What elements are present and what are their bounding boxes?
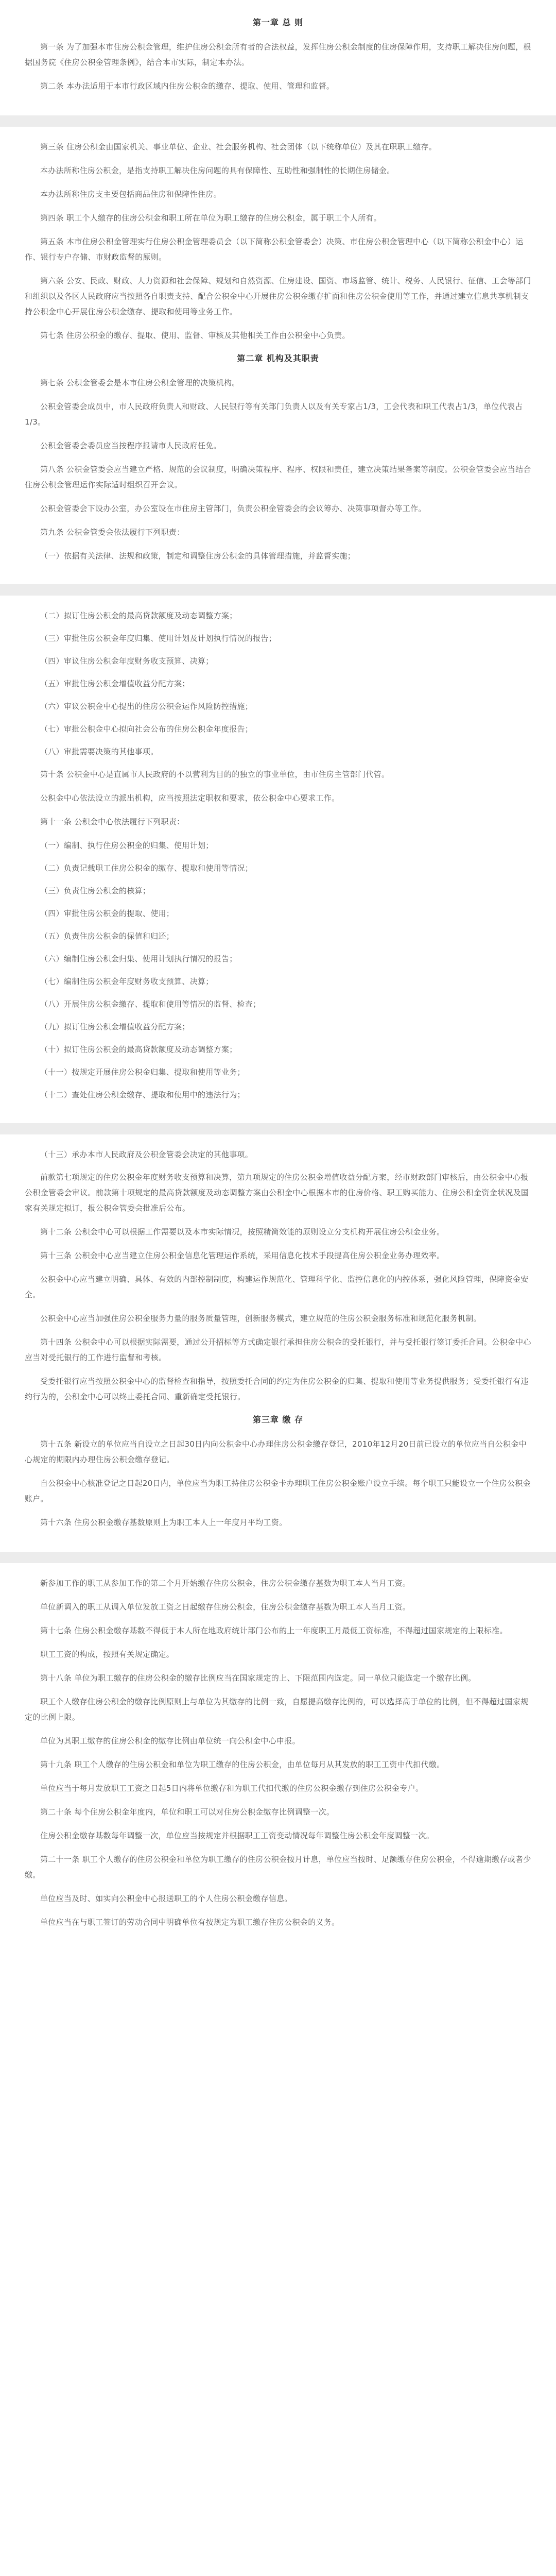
article-paragraph: 第二十条 每个住房公积金年度内，单位和职工可以对住房公积金缴存比例调整一次。 xyxy=(40,1807,335,1817)
list-item: （十二）查处住房公积金缴存、提取和使用中的违法行为； xyxy=(40,1090,245,1099)
article-paragraph: 住房公积金缴存基数每年调整一次，单位应当按规定并根据职工工资变动情况每年调整住房公积金年度调整一次。 xyxy=(40,1831,435,1840)
article-paragraph: 公积金中心依法设立的派出机构，应当按照法定职权和要求，依公积金中心要求工作。 xyxy=(40,793,340,803)
article-paragraph: 单位应当在与职工签订的劳动合同中明确单位有按规定为职工缴存住房公积金的义务。 xyxy=(40,1918,340,1927)
article-paragraph: 公积金管委会委员应当按程序报请市人民政府任免。 xyxy=(40,441,221,450)
list-item: （十三）承办本市人民政府及公积金管委会决定的其他事项。 xyxy=(40,1150,253,1159)
article-paragraph: 第十九条 职工个人缴存的住房公积金和单位为职工缴存的住房公积金，由单位每月从其发放的职工工资中代扣代缴。 xyxy=(40,1760,445,1769)
article-paragraph: 单位为其职工缴存的住房公积金的缴存比例由单位统一向公积金中心申报。 xyxy=(40,1736,300,1745)
section-divider xyxy=(0,115,556,127)
list-item: （二）拟订住房公积金的最高贷款额度及动态调整方案； xyxy=(40,611,237,620)
section-divider xyxy=(0,584,556,596)
list-item: （八）审批需要决策的其他事项。 xyxy=(40,747,159,756)
article-paragraph: 第十六条 住房公积金缴存基数原则上为职工本人上一年度月平均工资。 xyxy=(40,1518,287,1527)
text-section xyxy=(0,596,556,1123)
article-paragraph: 公积金管委会成员中，市人民政府负责人和财政、人民银行等有关部门负责人以及有关专家占1/3，工会代表和职工代表占1/3，单位代表占1/3。 xyxy=(25,402,523,427)
article-paragraph: 第十一条 公积金中心依法履行下列职责： xyxy=(40,817,185,826)
article-paragraph: 单位应当及时、如实向公积金中心报送职工的个人住房公积金缴存信息。 xyxy=(40,1894,292,1903)
article-paragraph: 本办法所称住房支主要包括商品住房和保障性住房。 xyxy=(40,190,221,199)
article-paragraph: 第七条 公积金管委会是本市住房公积金管理的决策机构。 xyxy=(40,378,240,387)
article-paragraph: 自公积金中心核准登记之日起20日内，单位应当为职工持住房公积金卡办理职工住房公积金账户设立手续。每个职工只能设立一个住房公积金账户。 xyxy=(25,1479,531,1503)
article-paragraph: 第四条 职工个人缴存的住房公积金和职工所在单位为职工缴存的住房公积金，属于职工个人所有。 xyxy=(40,213,381,223)
list-item: （一）依据有关法律、法规和政策，制定和调整住房公积金的具体管理措施，并监督实施； xyxy=(40,551,356,561)
chapter-heading: 第二章 机构及其职责 xyxy=(237,353,319,363)
article-paragraph: 职工个人缴存住房公积金的缴存比例原则上与单位为其缴存的比例一致，自愿提高缴存比例的，可以选择高于单位的比例，但不得超过国家规定的比例上限。 xyxy=(25,1697,529,1722)
article-paragraph: 第十三条 公积金中心应当建立住房公积金信息化管理运作系统，采用信息化技术手段提高住房公积金业务办理效率。 xyxy=(40,1251,445,1260)
article-paragraph: 第二十一条 职工个人缴存的住房公积金和单位为职工缴存的住房公积金按月计息，单位应当按时、足额缴存住房公积金，不得逾期缴存或者少缴。 xyxy=(25,1855,531,1879)
article-paragraph: 职工工资的构成，按照有关规定确定。 xyxy=(40,1650,175,1659)
article-paragraph: 第七条 住房公积金的缴存、提取、使用、监督、审核及其他相关工作由公积金中心负责。 xyxy=(40,331,350,340)
chapter-heading: 第三章 缴 存 xyxy=(252,1415,304,1425)
article-paragraph: 单位应当于每月发放职工工资之日起5日内将单位缴存和为职工代扣代缴的住房公积金缴存到住房公积金专户。 xyxy=(40,1784,424,1793)
section-divider xyxy=(0,1552,556,1563)
list-item: （六）编制住房公积金归集、使用计划执行情况的报告； xyxy=(40,954,237,963)
article-paragraph: 公积金中心应当建立明确、具体、有效的内部控制制度，构建运作规范化、管理科学化、监控信息化的内控体系，强化风险管理，保障资金安全。 xyxy=(25,1275,529,1299)
list-item: （六）审议公积金中心提出的住房公积金运作风险防控措施； xyxy=(40,702,253,711)
article-paragraph: 第十二条 公积金中心可以根据工作需要以及本市实际情况，按照精简效能的原则设立分支机构开展住房公积金业务。 xyxy=(40,1227,445,1236)
article-paragraph: 公积金中心应当加强住房公积金服务力量的服务质量管理，创新服务模式，建立规范的住房公积金服务标准和规范化服务机制。 xyxy=(40,1314,481,1323)
list-item: （四）审议住房公积金年度财务收支预算、决算； xyxy=(40,656,214,666)
article-paragraph: 第三条 住房公积金由国家机关、事业单位、企业、社会服务机构、社会团体（以下统称单位）及其在职职工缴存。 xyxy=(40,142,437,151)
article-paragraph: 公积金管委会下设办公室，办公室设在市住房主管部门，负责公积金管委会的会议筹办、决策事项督办等工作。 xyxy=(40,504,426,513)
article-paragraph: 第十四条 公积金中心可以根据实际需要，通过公开招标等方式确定银行承担住房公积金的受托银行，并与受托银行签订委托合同。公积金中心应当对受托银行的工作进行监督和考核。 xyxy=(25,1337,531,1362)
list-item: （七）审批公积金中心拟向社会公布的住房公积金年度报告； xyxy=(40,724,253,734)
text-section xyxy=(0,0,556,115)
list-item: （十一）按规定开展住房公积金归集、提取和使用等业务； xyxy=(40,1067,245,1077)
list-item: （八）开展住房公积金缴存、提取和使用等情况的监督、检查； xyxy=(40,999,261,1009)
text-section xyxy=(0,127,556,584)
list-item: （三）审批住房公积金年度归集、使用计划及计划执行情况的报告； xyxy=(40,634,277,643)
article-paragraph: 受委托银行应当按照公积金中心的监督检查和指导，按照委托合同的约定为住房公积金的归集、提取和使用等业务提供服务；受委托银行有违约行为的，公积金中心可以终止委托合同、重新确定受托银行。 xyxy=(25,1377,529,1401)
article-paragraph: 第十八条 单位为职工缴存的住房公积金的缴存比例应当在国家规定的上、下限范围内选定。同一单位只能选定一个缴存比例。 xyxy=(40,1673,476,1683)
article-paragraph: 第二条 本办法适用于本市行政区域内住房公积金的缴存、提取、使用、管理和监督。 xyxy=(40,81,335,91)
list-item: （一）编制、执行住房公积金的归集、使用计划； xyxy=(40,841,214,850)
list-item: （七）编制住房公积金年度财务收支预算、决算； xyxy=(40,977,214,986)
chapter-heading: 第一章 总 则 xyxy=(252,18,304,27)
article-paragraph: 单位新调入的职工从调入单位发放工资之日起缴存住房公积金，住房公积金缴存基数为职工本人当月工资。 xyxy=(40,1602,411,1612)
list-item: （四）审批住房公积金的提取、使用； xyxy=(40,909,175,918)
article-paragraph: 前款第七项规定的住房公积金年度财务收支预算和决算，第九项规定的住房公积金增值收益分配方案，经市财政部门审核后，由公积金中心报公积金管委会审议。前款第十项规定的最高贷款额度及动态调整方案由公积金中心根据本市的住房价格、职工购买能力、住房公积金资金状况及国家有关规定拟订，报公积金管委会批准后公布。 xyxy=(25,1173,529,1213)
article-paragraph: 第八条 公积金管委会应当建立严格、规范的会议制度，明确决策程序、程序、权限和责任，建立决策结果备案等制度。公积金管委会应当结合住房公积金管理运作实际适时组织召开会议。 xyxy=(25,465,531,489)
article-paragraph: 第一条 为了加强本市住房公积金管理，维护住房公积金所有者的合法权益，发挥住房公积金制度的住房保障作用，支持职工解决住房问题，根据国务院《住房公积金管理条例》，结合本市实际，制定本办法。 xyxy=(25,42,531,67)
text-section xyxy=(0,1563,556,1952)
list-item: （五）审批住房公积金增值收益分配方案； xyxy=(40,679,190,688)
article-paragraph: 第六条 公安、民政、财政、人力资源和社会保障、规划和自然资源、住房建设、国资、市场监管、统计、税务、人民银行、征信、工会等部门和组织以及各区人民政府应当按照各自职责支持、配合公积金中心开展住房公积金缴存扩面和住房公积金使用等工作，并通过建立信息共享机制支持公积金中心开展住房公积金缴存、提取和使用等业务工作。 xyxy=(25,276,531,316)
section-divider xyxy=(0,1123,556,1134)
text-section xyxy=(0,1134,556,1552)
article-paragraph: 第十条 公积金中心是直属市人民政府的不以营利为目的的独立的事业单位，由市住房主管部门代管。 xyxy=(40,770,390,779)
list-item: （五）负责住房公积金的保值和归还； xyxy=(40,931,175,941)
list-item: （三）负责住房公积金的核算； xyxy=(40,886,151,895)
article-paragraph: 第九条 公积金管委会依法履行下列职责： xyxy=(40,528,185,537)
list-item: （十）拟订住房公积金的最高贷款额度及动态调整方案； xyxy=(40,1045,237,1054)
article-paragraph: 本办法所称住房公积金，是指支持职工解决住房问题的具有保障性、互助性和强制性的长期住房储金。 xyxy=(40,166,395,175)
article-paragraph: 第十五条 新设立的单位应当自设立之日起30日内向公积金中心办理住房公积金缴存登记，2010年12月20日前已设立的单位应当自公积金中心规定的期限内办理住房公积金缴存登记。 xyxy=(25,1439,527,1464)
list-item: （二）负责记载职工住房公积金的缴存、提取和使用等情况； xyxy=(40,863,253,873)
article-paragraph: 第十七条 住房公积金缴存基数不得低于本人所在地政府统计部门公布的上一年度职工月最低工资标准，不得超过国家规定的上限标准。 xyxy=(40,1626,508,1635)
list-item: （九）拟订住房公积金增值收益分配方案； xyxy=(40,1022,190,1031)
article-paragraph: 新参加工作的职工从参加工作的第二个月开始缴存住房公积金，住房公积金缴存基数为职工本人当月工资。 xyxy=(40,1579,411,1588)
article-paragraph: 第五条 本市住房公积金管理实行住房公积金管理委员会（以下简称公积金管委会）决策、市住房公积金管理中心（以下简称公积金中心）运作、银行专户存储、市财政监督的原则。 xyxy=(25,237,524,262)
